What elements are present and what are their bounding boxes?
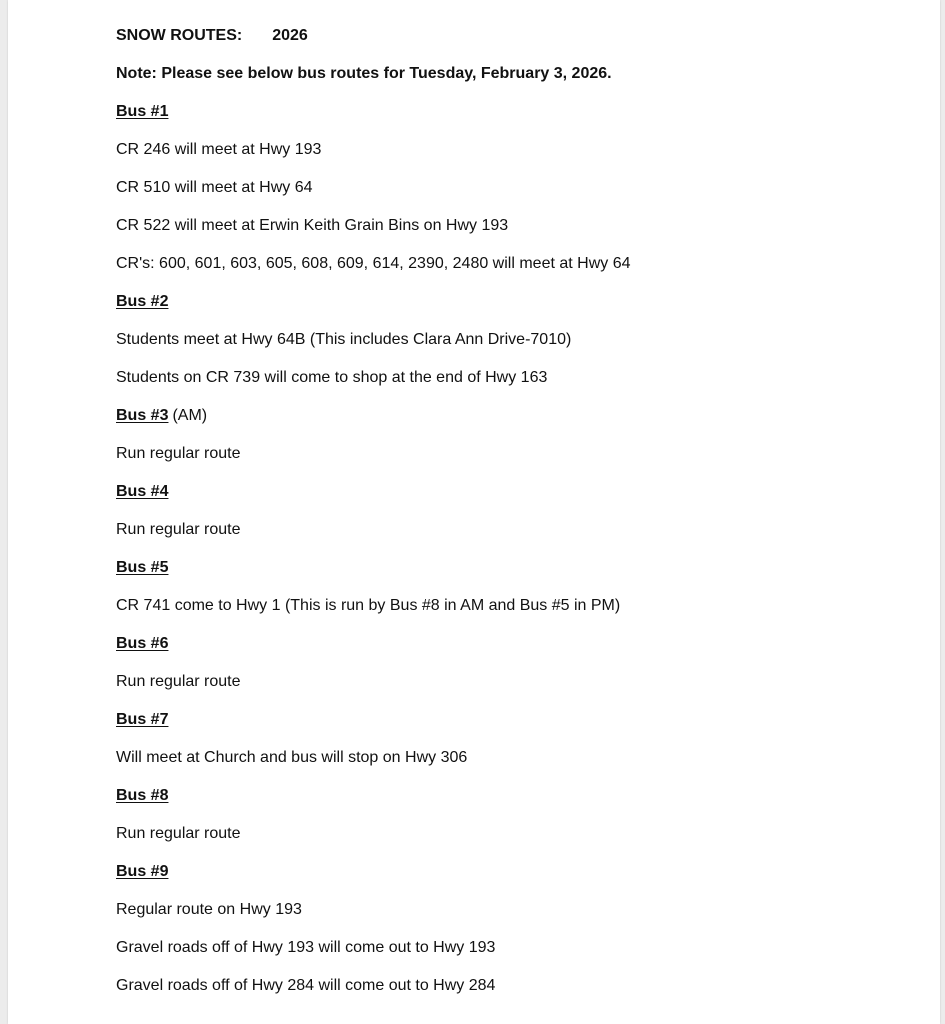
route-line: CR 510 will meet at Hwy 64 <box>116 179 313 196</box>
route-line: Run regular route <box>116 673 241 690</box>
route-line: Run regular route <box>116 825 241 842</box>
bus-number: Bus #9 <box>116 863 169 880</box>
document-page <box>8 0 940 1024</box>
document-title-row <box>116 26 896 46</box>
bus-heading <box>116 862 896 882</box>
route-line: Regular route on Hwy 193 <box>116 901 302 918</box>
route-line: Gravel roads off of Hwy 284 will come out to Hwy 284 <box>116 977 496 994</box>
document-note: Note: Please see below bus routes for Tuesday, February 3, 2026. <box>116 65 612 82</box>
bus-heading <box>116 710 896 730</box>
route-line: CR 246 will meet at Hwy 193 <box>116 141 322 158</box>
bus-heading <box>116 482 896 502</box>
bus-route-sections <box>116 102 896 996</box>
bus-number: Bus #8 <box>116 787 169 804</box>
route-line: Students on CR 739 will come to shop at the end of Hwy 163 <box>116 369 548 386</box>
route-line: CR's: 600, 601, 603, 605, 608, 609, 614, 2390, 2480 will meet at Hwy 64 <box>116 255 631 272</box>
route-line: Run regular route <box>116 445 241 462</box>
bus-number: Bus #7 <box>116 711 169 728</box>
bus-section <box>116 482 896 540</box>
route-line: CR 522 will meet at Erwin Keith Grain Bins on Hwy 193 <box>116 217 509 234</box>
bus-heading <box>116 786 896 806</box>
bus-section <box>116 786 896 844</box>
route-line: Will meet at Church and bus will stop on Hwy 306 <box>116 749 468 766</box>
bus-time-note: (AM) <box>172 407 208 424</box>
bus-section <box>116 710 896 768</box>
bus-heading <box>116 406 896 426</box>
bus-number: Bus #5 <box>116 559 169 576</box>
bus-heading <box>116 634 896 654</box>
document-title: SNOW ROUTES: <box>116 27 243 44</box>
bus-section <box>116 292 896 388</box>
bus-number: Bus #3 <box>116 407 169 424</box>
document-year: 2026 <box>272 27 308 44</box>
bus-heading <box>116 292 896 312</box>
document-body <box>116 26 896 1014</box>
bus-heading <box>116 102 896 122</box>
bus-section <box>116 862 896 996</box>
bus-number: Bus #1 <box>116 103 169 120</box>
bus-number: Bus #2 <box>116 293 169 310</box>
route-line: Gravel roads off of Hwy 193 will come out to Hwy 193 <box>116 939 496 956</box>
bus-section <box>116 406 896 464</box>
bus-number: Bus #6 <box>116 635 169 652</box>
bus-section <box>116 102 896 274</box>
bus-heading <box>116 558 896 578</box>
route-line: CR 741 come to Hwy 1 (This is run by Bus #8 in AM and Bus #5 in PM) <box>116 597 621 614</box>
route-line: Run regular route <box>116 521 241 538</box>
bus-number: Bus #4 <box>116 483 169 500</box>
route-line: Students meet at Hwy 64B (This includes Clara Ann Drive-7010) <box>116 331 572 348</box>
bus-section <box>116 634 896 692</box>
bus-section <box>116 558 896 616</box>
